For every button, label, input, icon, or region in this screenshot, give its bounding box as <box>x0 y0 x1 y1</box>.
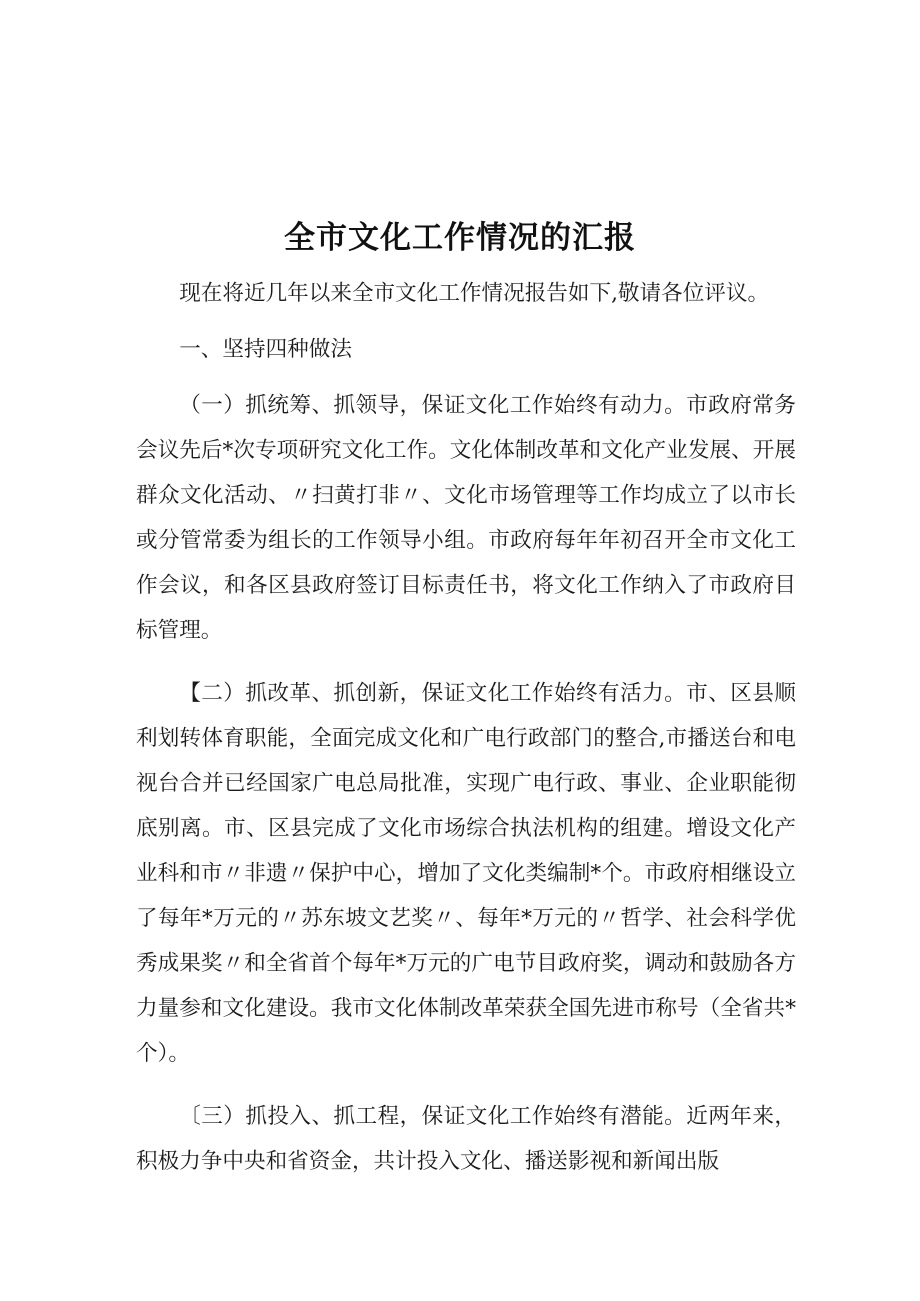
document-body <box>136 271 796 1202</box>
section-heading: 一、坚持四种做法 <box>179 337 352 362</box>
paragraph-item-1: （一）抓统筹、抓领导，保证文化工作始终有动力。市政府常务会议先后*次专项研究文化工作。文化体制改革和文化产业发展、开展群众文化活动、〃扫黄打非〃、文化市场管理等工作均成立了以市长或分管常委为组长的工作领导小组。市政府每年年初召开全市文化工作会议，和各区县政府签订目标责任书，将文化工作纳入了市政府目标管理。 <box>136 393 796 643</box>
intro-paragraph: 现在将近几年以来全市文化工作情况报告如下,敬请各位评议。 <box>179 281 770 306</box>
page-title: 全市文化工作情况的汇报 <box>284 220 636 256</box>
paragraph-item-2: 【二）抓改革、抓创新，保证文化工作始终有活力。市、区县顺利划转体育职能，全面完成文化和广电行政部门的整合,市播送台和电视台合并已经国家广电总局批准，实现广电行政、事业、企业职能彻底别离。市、区县完成了文化市场综合执法机构的组建。增设文化产业科和市〃非遗〃保护中心，增加了文化类编制*个。市政府相继设立了每年*万元的〃苏东坡文艺奖〃、每年*万元的〃哲学、社会科学优秀成果奖〃和全省首个每年*万元的广电节目政府奖，调动和鼓励各方力量参和文化建设。我市文化体制改革荣获全国先进市称号（全省共*个）。 <box>136 681 796 1066</box>
paragraph-item-3: 〔三）抓投入、抓工程，保证文化工作始终有潜能。近两年来，积极力争中央和省资金，共计投入文化、播送影视和新闻出版 <box>136 1104 796 1174</box>
